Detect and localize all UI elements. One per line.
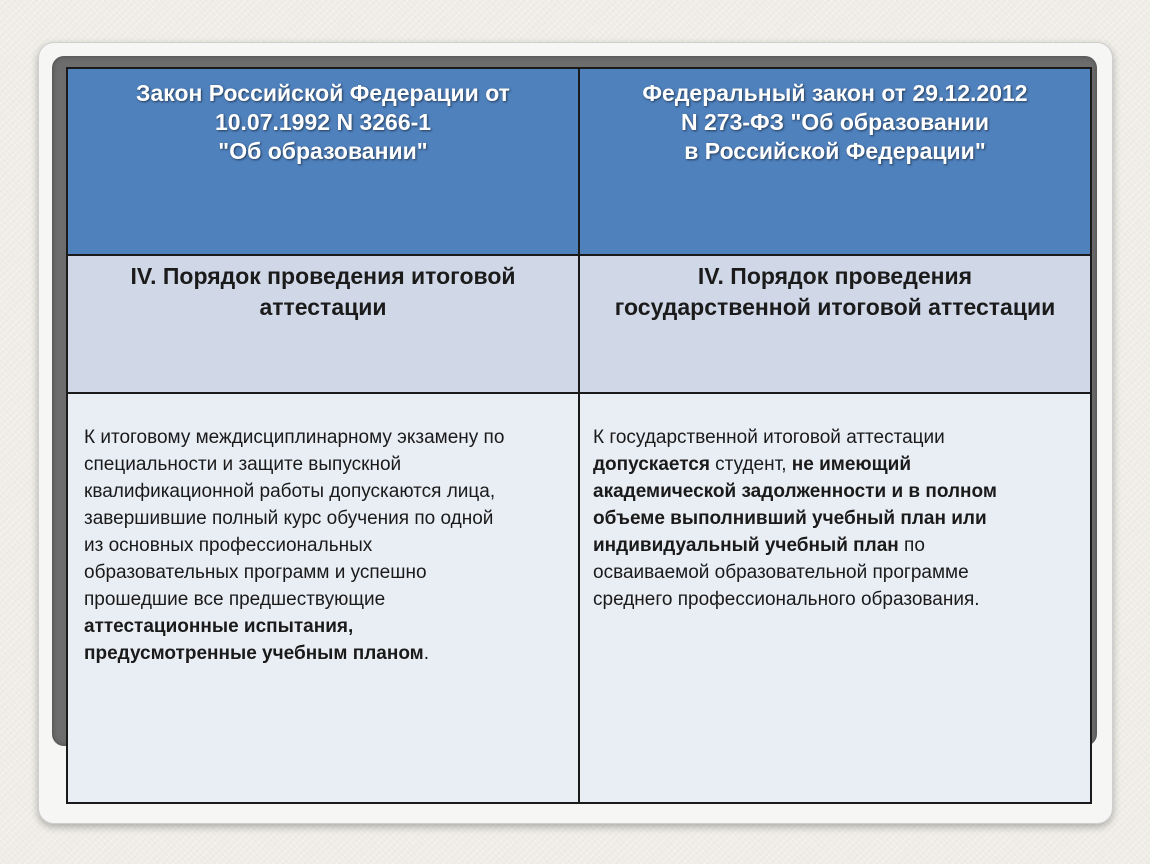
old-law-text-run: .	[423, 643, 430, 664]
section-new-law-title: IV. Порядок проведения государственной итоговой аттестации	[614, 263, 1056, 320]
section-cell-new-law	[579, 255, 1091, 393]
header-cell-old-law	[67, 68, 579, 255]
header-old-law-title: Закон Российской Федерации от 10.07.1992 N 3266-1 "Об образовании"	[136, 80, 510, 164]
new-law-text-bold-run: допускается	[593, 454, 710, 475]
old-law-text-bold-run: аттестационные испытания, предусмотренные учебным планом	[84, 616, 424, 664]
header-cell-new-law	[579, 68, 1091, 255]
body-row	[67, 393, 1091, 803]
new-law-text	[580, 394, 1090, 613]
old-law-text-run: К итоговому междисциплинарному экзамену по специальности и защите выпускной квалификационной работы допускаются лица, завершившие полный курс обучения по одной из основных профессиональных образовательных программ и успешно прошедшие все предшествующие	[84, 427, 505, 610]
new-law-text-run: студент,	[709, 454, 792, 475]
header-new-law-title: Федеральный закон от 29.12.2012 N 273-ФЗ "Об образовании в Российской Федерации"	[642, 80, 1028, 164]
comparison-table	[66, 67, 1092, 804]
section-cell-old-law	[67, 255, 579, 393]
new-law-text-bold-run: не имеющий академической задолженности и в полном объеме выполнивший учебный план или индивидуальный учебный план	[593, 454, 997, 556]
body-cell-old-law	[67, 393, 579, 803]
section-old-law-title: IV. Порядок проведения итоговой аттестации	[130, 263, 516, 320]
header-row	[67, 68, 1091, 255]
body-cell-new-law	[579, 393, 1091, 803]
new-law-text-run: К государственной итоговой аттестации	[593, 427, 945, 448]
old-law-text	[68, 394, 578, 667]
section-row	[67, 255, 1091, 393]
new-law-text-run: по осваиваемой образовательной программе среднего профессионального образования.	[593, 535, 980, 610]
